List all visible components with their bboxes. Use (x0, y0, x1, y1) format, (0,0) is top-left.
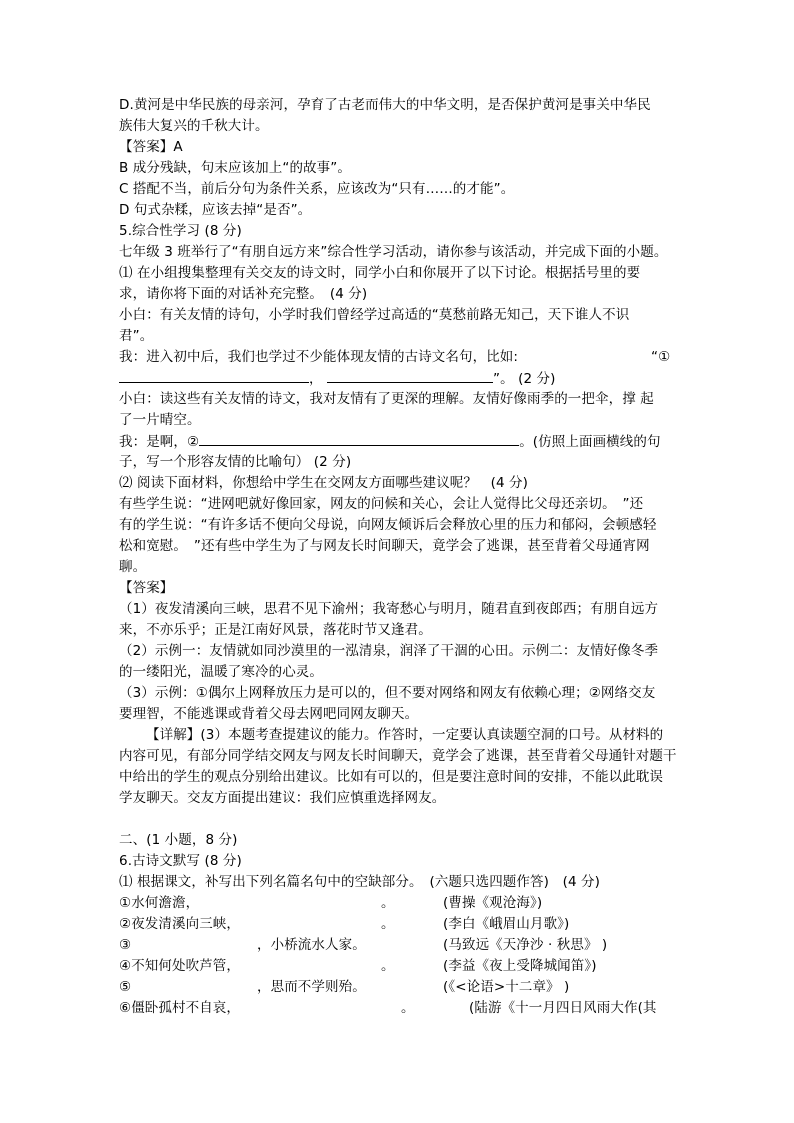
question-6-subtitle: ⑴ 根据课文，补写出下列名篇名句中的空缺部分。 (六题只选四题作答) (4 分) (119, 874, 600, 890)
detail-line-2: 内容可见，有部分同学结交网友与网友长时间聊天，竟学会了逃课，甚至背着父母通针对题干 (119, 748, 677, 764)
answer-2-part1-line-2: 来，不亦乐乎；正是江南好风景，落花时节又逢君。 (119, 622, 432, 638)
dialog-xiaobai-2-line-2: 了一片晴空。 (119, 412, 201, 428)
answer-blank-2[interactable] (199, 431, 519, 446)
material-line-4: 聊。 (119, 559, 147, 575)
dialog-me-1-end: ”。 (2 分) (493, 371, 556, 387)
poem-1-second: 。 (381, 895, 395, 911)
poem-4-second: 。 (381, 958, 395, 974)
dialog-me-2-end: 。(仿照上面画横线的句 (519, 434, 661, 450)
poem-row-3 (119, 935, 675, 956)
question-6-title: 6.古诗文默写 (8 分) (119, 853, 242, 869)
section-spacer (119, 809, 675, 830)
question-5-part2: ⑵ 阅读下面材料，你想给中学生在交网友方面哪些建议呢？ (4 分) (119, 475, 529, 491)
answer-2-part2-line-2: 的一缕阳光，温暖了寒冷的心灵。 (119, 664, 323, 680)
poem-row-1 (119, 893, 675, 914)
answer-explanation-d: D 句式杂糅，应该去掉“是否”。 (119, 202, 312, 218)
poem-2-first: ②夜发清溪向三峡， (119, 916, 241, 932)
answer-2-label: 【答案】 (119, 580, 174, 596)
poem-row-5 (119, 977, 675, 998)
poem-5-source: (《<论语>十二章》 ) (443, 979, 570, 995)
poem-6-source: (陆游《十一月四日风雨大作(其 (469, 1000, 657, 1016)
poem-2-source: (李白《峨眉山月歌》) (443, 916, 570, 932)
poem-row-6 (119, 998, 675, 1019)
answer-blank-1b[interactable] (327, 368, 493, 383)
poem-1-first: ①水何澹澹， (119, 895, 200, 911)
detail-line-3: 中给出的学生的观点分别给出建议。比如有可以的，但是要注意时间的安排，不能以此耽误 (119, 769, 663, 785)
poem-4-source: (李益《夜上受降城闻笛》) (443, 958, 597, 974)
poem-5-second: ，思而不学则殆。 (257, 979, 366, 995)
poem-3-second: ，小桥流水人家。 (257, 937, 366, 953)
document-content (119, 95, 675, 1019)
dialog-me-1-text: 我：进入初中后，我们也学过不少能体现友情的古诗文名句，比如: (119, 349, 519, 365)
dialog-me-2 (119, 431, 675, 452)
dialog-me-2-line-2: 子，写一个形容友情的比喻句） (2 分) (119, 454, 352, 470)
poem-3-first: ③ (119, 937, 132, 953)
poem-6-second: 。 (401, 1000, 415, 1016)
material-line-1: 有些学生说：“进网吧就好像回家，网友的问候和关心，会让人觉得比父母还亲切。 ”还 (119, 496, 644, 512)
material-line-3: 松和宽慰。 ”还有些中学生为了与网友长时间聊天，竟学会了逃课，甚至背着父母通宵网 (119, 538, 650, 554)
option-d-line-2: 族伟大复兴的千秋大计。 (119, 118, 269, 134)
part-2-heading: 二、(1 小题，8 分) (119, 832, 238, 848)
poem-1-source: (曹操《观沧海》) (443, 895, 543, 911)
question-5-part1-line-2: 求，请你将下面的对话补充完整。 (4 分) (119, 286, 368, 302)
question-5-title: 5.综合性学习 (8 分) (119, 223, 242, 239)
poem-5-first: ⑤ (119, 979, 132, 995)
answer-2-part2-line-1: （2）示例一：友情就如同沙漠里的一泓清泉，润泽了干涸的心田。示例二：友情好像冬季 (119, 643, 659, 659)
material-line-2: 有的学生说：“有许多话不便向父母说，向网友倾诉后会释放心里的压力和郁闷，会顿感轻 (119, 517, 657, 533)
poem-row-2 (119, 914, 675, 935)
question-5-part1-line-1: ⑴ 在小组搜集整理有关交友的诗文时，同学小白和你展开了以下讨论。根据括号里的要 (119, 265, 641, 281)
poem-6-first: ⑥僵卧孤村不自哀， (119, 1000, 241, 1016)
answer-2-part3-line-2: 要理智，不能逃课或背着父母去网吧同网友聊天。 (119, 706, 419, 722)
answer-2-part1-line-1: （1）夜发清溪向三峡，思君不见下渝州；我寄愁心与明月，随君直到夜郎西；有朋自远方 (119, 601, 659, 617)
poem-4-first: ④不知何处吹芦管， (119, 958, 241, 974)
answer-blank-1a[interactable] (119, 368, 309, 383)
answer-label: 【答案】A (119, 139, 183, 155)
poem-row-4 (119, 956, 675, 977)
poem-2-second: 。 (381, 916, 395, 932)
detail-line-4: 学友聊天。交友方面提出建议：我们应慎重选择网友。 (119, 790, 446, 806)
answer-explanation-c: C 搭配不当，前后分句为条件关系，应该改为“只有……的才能”。 (119, 181, 515, 197)
dialog-xiaobai-1-line-2: 君”。 (119, 328, 154, 344)
question-5-intro: 七年级 3 班举行了“有朋自远方来”综合性学习活动，请你参与该活动，并完成下面的小题。 (119, 244, 668, 260)
dialog-xiaobai-1-line-1: 小白：有关友情的诗句，小学时我们曾经学过高适的“莫愁前路无知己，天下谁人不识 (119, 307, 630, 323)
dialog-me-2-start: 我：是啊，② (119, 434, 200, 450)
detail-line-1: 【详解】(3）本题考查提建议的能力。作答时，一定要认真读题空洞的口号。从材料的 (146, 727, 664, 743)
dialog-me-1 (119, 347, 675, 368)
dialog-me-1-quote: “① (651, 349, 671, 365)
dialog-me-1-blanks: ， ”。 (2 分) (119, 368, 675, 389)
answer-explanation-b: B 成分残缺，句末应该加上“的故事”。 (119, 160, 351, 176)
answer-2-part3-line-1: （3）示例：①偶尔上网释放压力是可以的，但不要对网络和网友有依赖心理；②网络交友 (119, 685, 656, 701)
dialog-xiaobai-2-line-1: 小白：读这些有关友情的诗文，我对友情有了更深的理解。友情好像雨季的一把伞，撑 起 (119, 391, 654, 407)
option-d-line-1: D.黄河是中华民族的母亲河，孕育了古老而伟大的中华文明，是否保护黄河是事关中华民 (119, 97, 651, 113)
poem-3-source: (马致远《天净沙 · 秋思》 ) (443, 937, 608, 953)
